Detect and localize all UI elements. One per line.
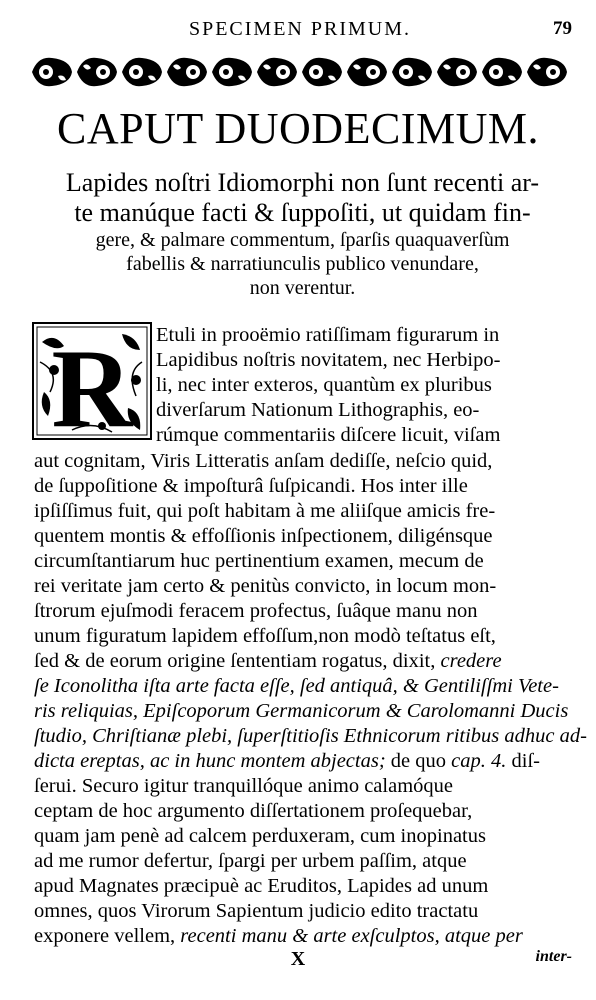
roman-text: de quo: [385, 750, 452, 772]
signature-mark: X: [290, 948, 306, 970]
italic-text: ris reliquias, Epiſcoporum Germanicorum & Carolomanni Ducis: [34, 700, 569, 722]
roman-text: diſ-: [506, 750, 540, 772]
text-line: [34, 923, 523, 949]
text-line: unum figuratum lapidem effoſſum,non modò teſtatus eſt,: [34, 625, 496, 647]
text-line: ipſiſſimus fuit, qui poſt habitam à me aliiſque amicis fre-: [34, 500, 496, 522]
text-line: ceptam de hoc argumento diſſertationem proſequebar,: [34, 800, 473, 822]
text-line: circumſtantiarum huc pertinentium examen, mecum de: [34, 550, 484, 572]
summary-line: Lapides noſtri Idiomorphi non ſunt recenti ar-: [65, 168, 540, 197]
text-line: ſtrorum ejuſmodi feracem profectus, ſuâque manu non: [34, 600, 478, 622]
text-line: [34, 648, 502, 674]
roman-text: exponere vellem,: [34, 925, 181, 947]
text-line: quam jam penè ad calcem perduxeram, cum inopinatus: [34, 825, 486, 847]
summary-line: te manúque facti & ſuppoſiti, ut quidam fin-: [74, 198, 531, 227]
summary-line: gere, & palmare commentum, ſparſis quaquaverſùm: [95, 229, 510, 251]
text-line: aut cognitam, Viris Litteratis anſam dediſſe, neſcio quid,: [34, 450, 493, 472]
text-line: [34, 748, 540, 774]
text-line: rúmque commentariis diſcere licuit, viſam: [156, 424, 501, 446]
text-line: de ſuppoſitione & impoſturâ ſuſpicandi. Hos inter ille: [34, 475, 468, 497]
chapter-heading: CAPUT DUODECIMUM.: [57, 104, 539, 153]
text-line: [34, 673, 559, 699]
summary-line: fabellis & narratiunculis publico venundare,: [126, 253, 479, 275]
italic-text: ſe Iconolitha iſta arte facta eſſe, ſed antiquâ, & Gentiliſſmi Vete-: [34, 675, 559, 697]
text-line: Etuli in prooëmio ratiſſimam figurarum in: [156, 324, 500, 346]
catchword: inter-: [535, 948, 572, 965]
italic-text: cap. 4.: [451, 750, 507, 772]
italic-text: credere: [440, 650, 502, 672]
text-line: ſerui. Securo igitur tranquillóque animo calamóque: [34, 775, 453, 797]
text-line: li, nec inter exteros, quantùm ex pluribus: [156, 374, 492, 396]
dropcap-letter: R: [51, 327, 133, 440]
text-line: quentem montis & effoſſionis inſpectionem, diligénsque: [34, 525, 493, 547]
roman-text: ſed & de eorum origine ſententiam rogatus, dixit,: [34, 650, 441, 672]
running-title: SPECIMEN PRIMUM.: [188, 18, 412, 40]
summary-line: non verentur.: [249, 277, 356, 299]
italic-text: ſtudio, Chriſtianæ plebi, ſuperſtitioſis Ethnicorum ritibus adhuc ad-: [34, 725, 587, 747]
text-line: Lapidibus noſtris novitatem, nec Herbipo-: [156, 349, 501, 371]
text-line: [34, 698, 568, 724]
italic-text: recenti manu & arte exſculptos, atque per: [180, 925, 523, 947]
text-line: diverſarum Nationum Lithographis, eo-: [156, 399, 480, 421]
page-number: 79: [553, 18, 572, 39]
text-line: [34, 723, 587, 749]
italic-text: dicta ereptas, ac in hunc montem abjectas;: [34, 750, 386, 772]
text-line: rei veritate jam certo & penitùs convicto, in locum mon-: [34, 575, 497, 597]
text-line: ad me rumor defertur, ſpargi per urbem paſſim, atque: [34, 850, 467, 872]
text-line: apud Magnates præcipuè ac Eruditos, Lapides ad unum: [34, 875, 489, 897]
text-line: omnes, quos Virorum Sapientum judicio edito tractatu: [34, 900, 479, 922]
